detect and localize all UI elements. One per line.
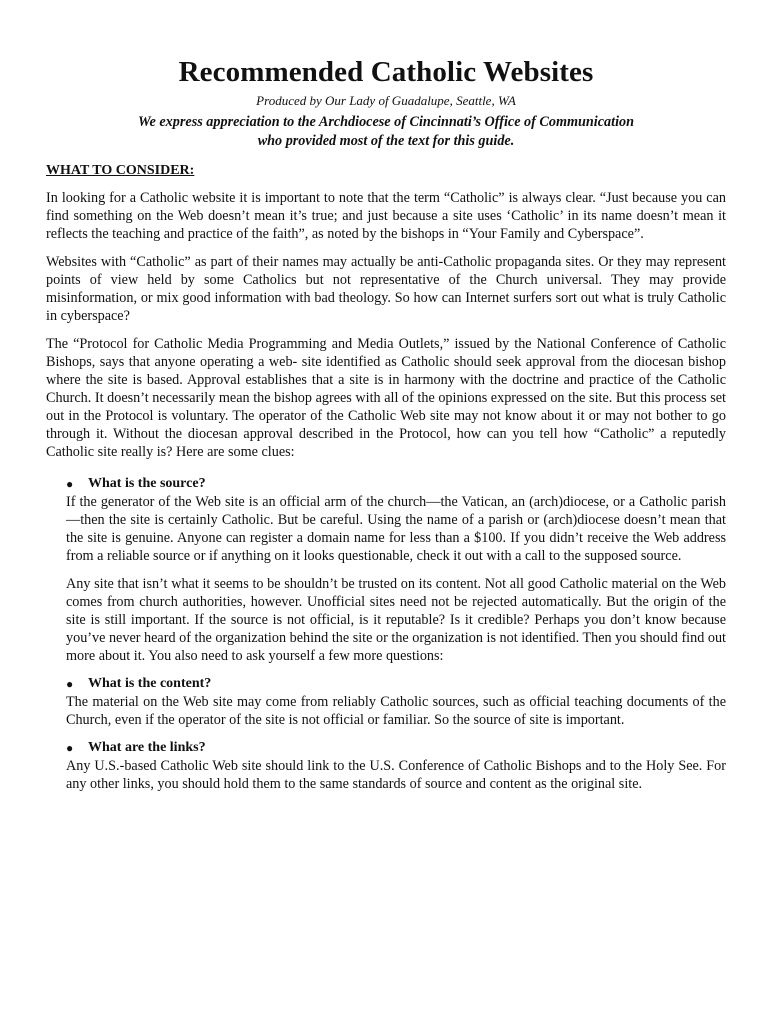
- clue-content: [66, 675, 726, 729]
- bullet-icon: ●: [66, 677, 74, 691]
- intro-paragraph-3: The “Protocol for Catholic Media Programming and Media Outlets,” issued by the National Conference of Catholic Bishops, says that anyone operating a web- site identified as Catholic should seek approval from the diocesan bishop where the site is based. Approval establishes that a site is in harmony with the doctrine and practice of the Catholic Church. It doesn’t necessarily mean the bishop agrees with all of the opinions expressed on the site. But this process set out in the Protocol is voluntary. The operator of the Catholic Web site may not know about it or may not bother to go through it. Without the diocesan approval described in the Protocol, how can you tell how “Catholic” a reputedly Catholic site really is? Here are some clues:: [46, 336, 726, 460]
- appreciation-line-2: who provided most of the text for this guide.: [257, 133, 515, 149]
- appreciation-line-1: We express appreciation to the Archdiocese of Cincinnati’s Office of Communication: [137, 114, 635, 130]
- clue-heading: [66, 675, 726, 693]
- bullet-icon: ●: [66, 477, 74, 491]
- clue-heading-text: What is the source?: [88, 476, 206, 491]
- clue-heading: [66, 739, 726, 757]
- clue-paragraph: Any U.S.-based Catholic Web site should link to the U.S. Conference of Catholic Bishops and to the Holy See. For any other links, you should hold them to the same standards of source and content as the original site.: [66, 758, 726, 792]
- document-title: Recommended Catholic Websites: [178, 56, 594, 88]
- intro-paragraph-2: Websites with “Catholic” as part of their names may actually be anti-Catholic propaganda sites. Or they may represent points of view held by some Catholics but not representative of the Church universal. They may provide misinformation, or mix good information with bad theology. So how can Internet surfers sort out what is truly Catholic in cyberspace?: [46, 254, 726, 324]
- bullet-icon: ●: [66, 741, 74, 755]
- clue-heading: [66, 475, 726, 493]
- clue-paragraph: If the generator of the Web site is an official arm of the church—the Vatican, an (arch)diocese, or a Catholic parish—then the site is certainly Catholic. But be careful. Using the name of a parish or (arch)diocese doesn’t mean that the site is genuine. Anyone can register a domain name for less than a $100. If you didn’t receive the Web address from a reliable source or if anything on it looks questionable, check it out with a call to the supposed source.: [66, 494, 726, 564]
- produced-by-line: Produced by Our Lady of Guadalupe, Seattle, WA: [256, 93, 516, 108]
- clues-list: [66, 475, 726, 793]
- clue-source: [66, 475, 726, 665]
- clue-paragraph: The material on the Web site may come from reliably Catholic sources, such as official teaching documents of the Church, even if the operator of the site is not official or familiar. So the source of site is important.: [66, 694, 726, 728]
- section-heading: WHAT TO CONSIDER:: [46, 163, 195, 178]
- intro-paragraph-1: In looking for a Catholic website it is important to note that the term “Catholic” is always clear. “Just because you can find something on the Web doesn’t mean it’s true; and just because a site uses ‘Catholic’ in its name doesn’t mean it reflects the teaching and practice of the faith”, as noted by the bishops in “Your Family and Cyberspace”.: [46, 190, 726, 242]
- clue-heading-text: What are the links?: [88, 740, 206, 755]
- appreciation-note: [46, 113, 726, 151]
- clue-links: [66, 739, 726, 793]
- clue-heading-text: What is the content?: [88, 676, 212, 691]
- clue-paragraph: Any site that isn’t what it seems to be shouldn’t be trusted on its content. Not all good Catholic material on the Web comes from church authorities, however. Unofficial sites need not be rejected automatically. But the origin of the site is still important. If the source is not official, is it reputable? Is it credible? Perhaps you don’t know because you’ve never heard of the organization behind the site or the organization is not identified. Then you should find out more about it. You also need to ask yourself a few more questions:: [66, 576, 726, 664]
